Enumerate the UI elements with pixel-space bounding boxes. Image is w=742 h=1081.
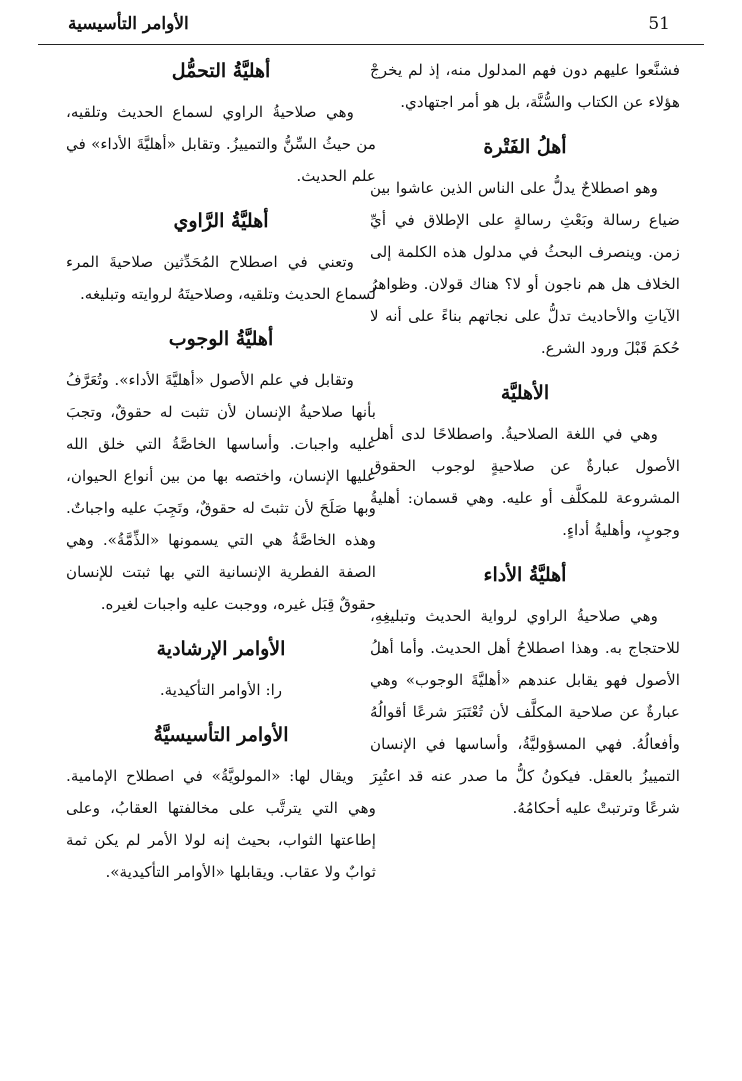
heading-ahliyat-al-tahammul: أهليَّةُ التحمُّل bbox=[171, 60, 271, 82]
heading-ahl-al-fatra: أهلُ الفَتْرة bbox=[483, 136, 567, 158]
paragraph-al-ahliya: وهي في اللغة الصلاحيةُ. واصطلاحًا لدى أهل الأصول عبارةٌ عن صلاحيةٍ لوجوب الحقوق المشروعة للمكلَّف أو عليه. وهي قسمان: أهليةُ وجوبٍ، وأهليةُ أداءٍ. bbox=[370, 425, 680, 539]
heading-al-ahliya: الأهليَّة bbox=[500, 382, 550, 404]
heading-al-awamir-al-tasisiya: الأوامر التأسيسيَّةُ bbox=[153, 724, 289, 746]
heading-ahliyat-al-ada: أهليَّةُ الأداء bbox=[483, 564, 567, 586]
intro-paragraph: فشنَّعوا عليهم دون فهم المدلول منه، إذ لم يخرجْ هؤلاء عن الكتاب والسُّنَّة، بل هو أمر اجتهادي. bbox=[370, 61, 680, 111]
heading-al-awamir-al-irshadiya: الأوامر الإرشادية bbox=[156, 638, 286, 660]
heading-ahliyat-al-rawi: أهليَّةُ الرَّاوي bbox=[173, 210, 269, 232]
running-title: الأوامر التأسيسية bbox=[68, 14, 189, 34]
paragraph-ahl-al-fatra: وهو اصطلاحٌ يدلُّ على الناس الذين عاشوا بين ضياع رسالة وبَعْثِ رسالةٍ على الإطلاق في أيِّ زمن. وينصرف البحثُ في مدلول هذه الكلمة إلى الخلاف هل هم ناجون أو لا؟ هناك قولان. وظواهرُ الآياتِ والأحاديث تدلُّ على نجاتهم بناءً على أنه لا حُكمَ قَبْلَ ورود الشرع. bbox=[370, 179, 680, 357]
page-number: 51 bbox=[648, 14, 670, 34]
paragraph-ahliyat-al-wujub: وتقابل في علم الأصول «أهليَّةَ الأداء». وتُعَرَّفُ بأنها صلاحيةُ الإنسان لأن تثبت له حقوقٌ، وتجبَ عليه واجبات. وأساسها الخاصَّةُ التي خلق الله عليها الإنسان، واختصه بها من بين أنواع الحيوان، وبها صَلَحَ لأن تثبتَ له حقوقٌ، وتَجِبَ عليه واجباتٌ. وهذه الخاصَّةُ هي التي يسمونها «الذِّمَّةُ». وهي الصفة الفطرية الإنسانية التي بها ثبتت للإنسان حقوقٌ قِبَل غيره، ووجبت عليه واجبات لغيره. bbox=[66, 371, 376, 613]
right-column bbox=[370, 54, 680, 836]
paragraph-al-awamir-al-tasisiya: ويقال لها: «المولويَّةُ» في اصطلاح الإمامية. وهي التي يترتَّب على مخالفتها العقابُ، وعلى إطاعتها الثواب، بحيث إنه لولا الأمر لم يكن ثمة ثوابٌ ولا عقاب. ويقابلها «الأوامر التأكيدية». bbox=[66, 767, 376, 881]
paragraph-ahliyat-al-ada: وهي صلاحيةُ الراوي لرواية الحديث وتبليغِهِ، للاحتجاج به. وهذا اصطلاحُ أهل الحديث. وأما أهلُ الأصول فهو يقابل عندهم «أهليَّةَ الوجوب» وهي عبارةٌ عن صلاحية المكلَّف لأن تُعْتَبَرَ شرعًا أقوالُهُ وأفعالُهُ. فهي المسؤوليَّةُ، وأساسها في الإنسان التمييزُ بالعقل. فيكونُ كلُّ ما صدر عنه قد اعتُبِرَ شرعًا وترتبتْ عليه أحكامُهُ. bbox=[370, 607, 680, 817]
left-column bbox=[66, 54, 376, 900]
heading-ahliyat-al-wujub: أهليَّةُ الوجوب bbox=[168, 328, 274, 350]
page-header bbox=[38, 10, 704, 45]
cross-reference: را: الأوامر التأكيدية. bbox=[159, 681, 283, 699]
paragraph-ahliyat-al-rawi: وتعني في اصطلاح المُحَدِّثين صلاحيةَ المرء لسماع الحديث وتلقيه، وصلاحيتَهُ لروايته وتبليغه. bbox=[66, 253, 376, 303]
paragraph-ahliyat-al-tahammul: وهي صلاحيةُ الراوي لسماع الحديث وتلقيه، من حيثُ السِّنُّ والتمييزُ. وتقابل «أهليَّةَ الأداء» في علم الحديث. bbox=[66, 103, 376, 185]
